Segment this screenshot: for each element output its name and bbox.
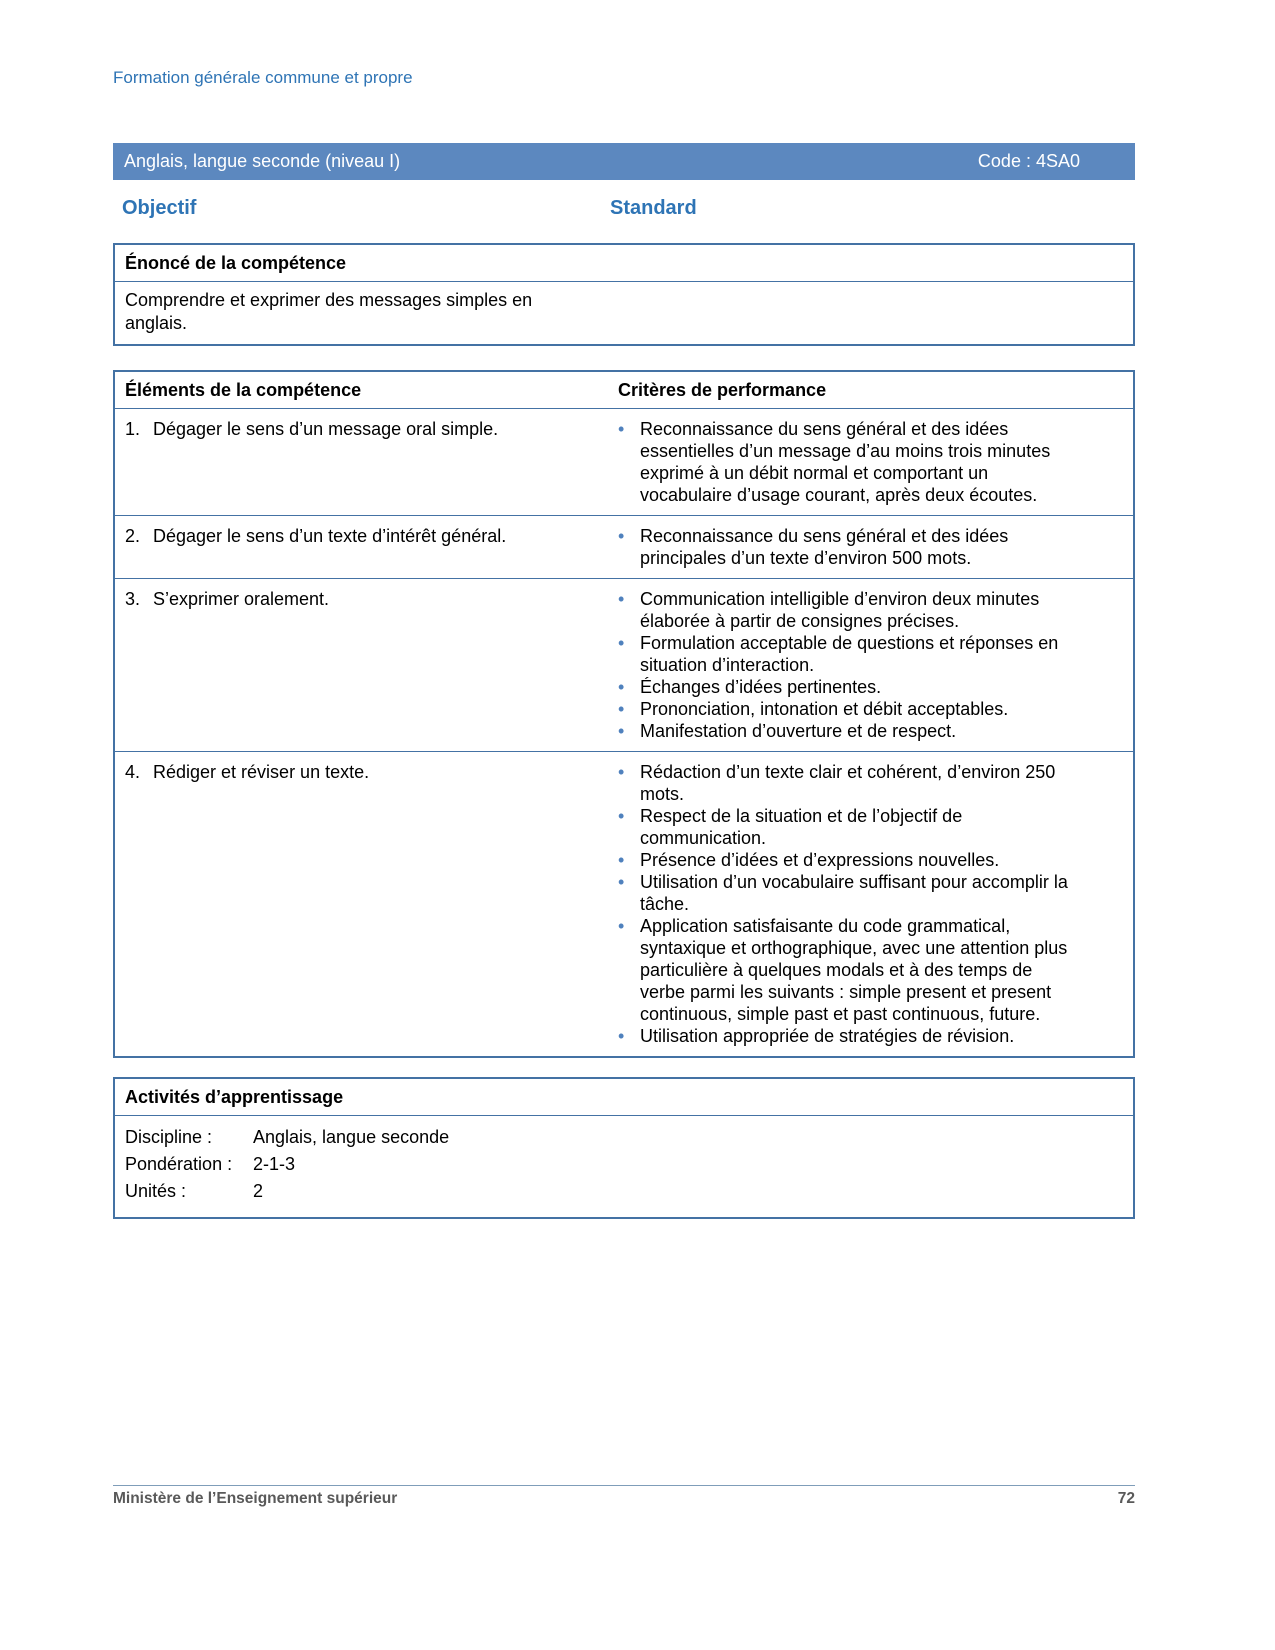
bullet-icon: • — [618, 419, 625, 439]
element-text: Dégager le sens d’un message oral simple. — [153, 419, 499, 439]
criteria-item — [618, 871, 1123, 915]
criteria-text: Prononciation, intonation et débit acceptables. — [640, 699, 1009, 719]
criteria-item — [618, 1025, 1123, 1047]
criteria-item — [618, 698, 1123, 720]
table-row — [115, 516, 1133, 579]
activity-label: Pondération : — [125, 1154, 233, 1174]
criteria-text: Échanges d’idées pertinentes. — [640, 677, 882, 697]
criteria-item — [618, 676, 1123, 698]
bullet-icon: • — [618, 916, 625, 936]
bullet-icon: • — [618, 1026, 625, 1046]
table-row — [115, 409, 1133, 516]
element-cell — [115, 752, 612, 1056]
page-footer — [113, 1485, 1135, 1508]
bullet-icon: • — [618, 762, 625, 782]
criteria-list — [618, 525, 1123, 569]
elements-column-header: Éléments de la compétence — [125, 380, 362, 400]
criteria-text: Présence d’idées et d’expressions nouvelles. — [640, 850, 1000, 870]
criteria-text: Respect de la situation et de l’objectif de communication. — [640, 806, 963, 848]
activity-row — [125, 1178, 1123, 1205]
column-headings — [113, 197, 1135, 220]
element-number: 4. — [125, 762, 141, 782]
activity-row — [125, 1151, 1123, 1178]
course-title-bar — [113, 143, 1135, 180]
criteria-text: Reconnaissance du sens général et des idées principales d’un texte d’environ 500 mots. — [640, 526, 1009, 568]
element-cell — [115, 579, 612, 751]
standard-heading: Standard — [610, 197, 697, 219]
bullet-icon: • — [618, 721, 625, 741]
criteria-item — [618, 915, 1123, 1025]
element-number: 1. — [125, 419, 141, 439]
activity-value: 2 — [253, 1181, 264, 1201]
criteria-text: Application satisfaisante du code grammatical, syntaxique et orthographique, avec une attention plus particulière à quelques modals et à des temps de verbe parmi les suivants : simple present et present continuous, simple past et past continuous, future. — [640, 916, 1068, 1024]
criteria-cell — [612, 579, 1133, 751]
criteria-item — [618, 525, 1123, 569]
bullet-icon: • — [618, 526, 625, 546]
activity-row — [125, 1124, 1123, 1151]
criteria-list — [618, 588, 1123, 742]
criteria-list — [618, 418, 1123, 506]
criteria-list — [618, 761, 1123, 1047]
bullet-icon: • — [618, 589, 625, 609]
criteria-item — [618, 418, 1123, 506]
criteria-item — [618, 849, 1123, 871]
competence-table-header — [115, 372, 1133, 409]
bullet-icon: • — [618, 633, 625, 653]
criteria-text: Utilisation appropriée de stratégies de révision. — [640, 1026, 1015, 1046]
criteria-cell — [612, 409, 1133, 515]
bullet-icon: • — [618, 699, 625, 719]
bullet-icon: • — [618, 850, 625, 870]
enonce-body — [115, 282, 1133, 344]
element-cell — [115, 516, 612, 578]
footer-ministry: Ministère de l’Enseignement supérieur — [113, 1490, 398, 1507]
criteria-item — [618, 761, 1123, 805]
criteres-column-header: Critères de performance — [618, 380, 827, 400]
objectif-heading: Objectif — [122, 197, 197, 219]
activity-value: 2-1-3 — [253, 1154, 296, 1174]
criteria-item — [618, 588, 1123, 632]
criteria-item — [618, 720, 1123, 742]
element-number: 2. — [125, 526, 141, 546]
table-row — [115, 752, 1133, 1056]
element-text: S’exprimer oralement. — [153, 589, 330, 609]
course-code: Code : 4SA0 — [977, 151, 1080, 171]
activities-title: Activités d’apprentissage — [115, 1079, 1133, 1116]
course-title: Anglais, langue seconde (niveau I) — [124, 151, 401, 171]
criteria-text: Reconnaissance du sens général et des idées essentielles d’un message d’au moins trois minutes exprimé à un débit normal et comportant un vocabulaire d’usage courant, après deux écoutes. — [640, 419, 1051, 505]
criteria-cell — [612, 516, 1133, 578]
criteria-item — [618, 805, 1123, 849]
activity-label: Unités : — [125, 1181, 187, 1201]
section-heading: Formation générale commune et propre — [113, 68, 413, 87]
criteria-text: Rédaction d’un texte clair et cohérent, d’environ 250 mots. — [640, 762, 1056, 804]
enonce-text: Comprendre et exprimer des messages simples en anglais. — [125, 290, 533, 333]
table-row — [115, 579, 1133, 752]
competence-table — [113, 370, 1135, 1058]
criteria-text: Utilisation d’un vocabulaire suffisant pour accomplir la tâche. — [640, 872, 1068, 914]
page-content — [113, 0, 1135, 1219]
criteria-text: Manifestation d’ouverture et de respect. — [640, 721, 957, 741]
criteria-item — [618, 632, 1123, 676]
enonce-box — [113, 243, 1135, 346]
bullet-icon: • — [618, 872, 625, 892]
enonce-title: Énoncé de la compétence — [115, 245, 1133, 282]
criteria-text: Formulation acceptable de questions et réponses en situation d’interaction. — [640, 633, 1059, 675]
competence-rows — [115, 409, 1133, 1056]
activity-value: Anglais, langue seconde — [253, 1127, 450, 1147]
element-text: Rédiger et réviser un texte. — [153, 762, 370, 782]
activities-box — [113, 1077, 1135, 1219]
element-cell — [115, 409, 612, 515]
element-number: 3. — [125, 589, 141, 609]
bullet-icon: • — [618, 677, 625, 697]
element-text: Dégager le sens d’un texte d’intérêt général. — [153, 526, 507, 546]
footer-page-number: 72 — [1117, 1490, 1135, 1507]
criteria-cell — [612, 752, 1133, 1056]
activities-rows — [115, 1116, 1133, 1217]
activity-label: Discipline : — [125, 1127, 213, 1147]
criteria-text: Communication intelligible d’environ deux minutes élaborée à partir de consignes précises. — [640, 589, 1040, 631]
bullet-icon: • — [618, 806, 625, 826]
